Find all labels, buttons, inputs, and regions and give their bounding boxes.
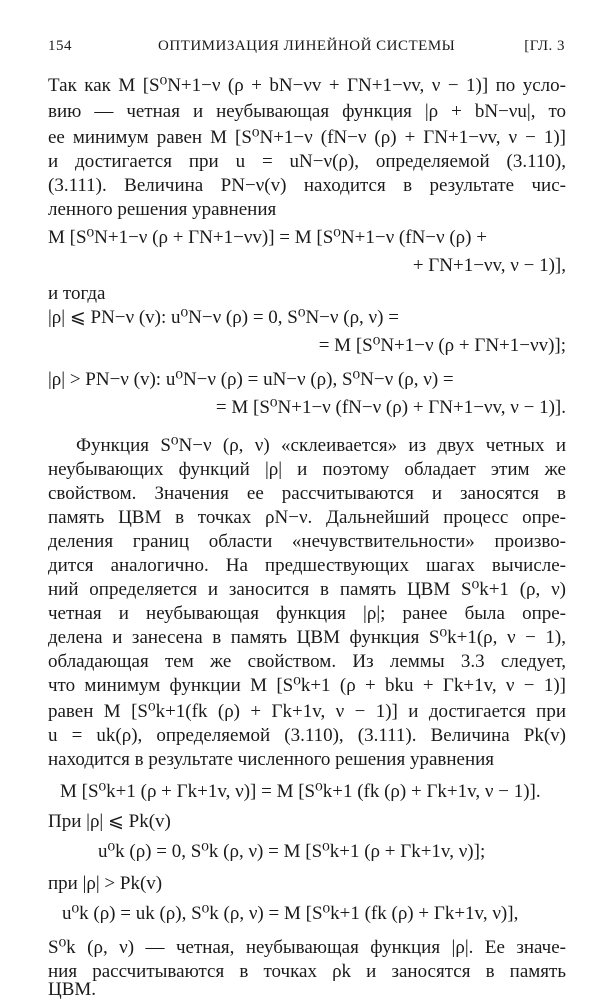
chapter-label: [ГЛ. 3 — [524, 38, 565, 54]
text-line: при |ρ| > Pk(v) — [48, 873, 163, 894]
text-line: ний определяется и заносится в память ЦВМ S⁰k+1 (ρ, ν) — [48, 579, 566, 600]
equation-line: u⁰k (ρ) = 0, S⁰k (ρ, ν) = M [S⁰k+1 (ρ + Γk+1v, ν)]; — [98, 841, 486, 862]
text-line: u = uk(ρ), определяемой (3.110), (3.111). Величина Pk(v) — [48, 725, 566, 746]
text-line: дится аналогично. На предшествующих шагах вычисле- — [48, 555, 566, 576]
equation-line: u⁰k (ρ) = uk (ρ), S⁰k (ρ, ν) = M [S⁰k+1 (fk (ρ) + Γk+1v, ν)], — [62, 903, 519, 924]
text-line: память ЦВМ в точках ρN−ν. Дальнейший процесс опре- — [48, 507, 566, 528]
text-line: и достигается при u = uN−ν(ρ), определяемой (3.110), — [48, 151, 566, 172]
equation-line: M [S⁰k+1 (ρ + Γk+1v, ν)] = M [S⁰k+1 (fk (ρ) + Γk+1v, ν − 1)]. — [60, 781, 541, 802]
equation-line: = M [S⁰N+1−ν (fN−ν (ρ) + ΓN+1−νv, ν − 1)]. — [215, 397, 566, 418]
text-line: (3.111). Величина PN−ν(v) находится в результате чис- — [48, 175, 566, 196]
text-line: ЦВМ. — [48, 979, 97, 1000]
text-line: Так как M [S⁰N+1−ν (ρ + bN−νv + ΓN+1−νv, ν − 1)] по усло- — [48, 75, 566, 96]
text-line: вию — четная и неубывающая функция |ρ + bN−νu|, то — [48, 101, 566, 122]
page-number: 154 — [48, 38, 72, 54]
running-header — [48, 38, 565, 62]
text-line: ленного решения уравнения — [48, 199, 277, 220]
equation-line: + ΓN+1−νv, ν − 1)], — [412, 255, 566, 276]
text-line: что минимум функции M [S⁰k+1 (ρ + bku + Γk+1v, ν − 1)] — [48, 675, 566, 696]
text-line: деления границ области «нечувствительности» произво- — [48, 531, 566, 552]
text-line: ее минимум равен M [S⁰N+1−ν (fN−ν (ρ) + ΓN+1−νv, ν − 1)] — [48, 127, 566, 148]
text-line: делена и занесена в память ЦВМ функция S⁰k+1(ρ, ν − 1), — [48, 627, 566, 648]
text-line: и тогда — [48, 283, 106, 304]
text-line: обладающая тем же свойством. Из леммы 3.3 следует, — [48, 651, 566, 672]
text-line: S⁰k (ρ, ν) — четная, неубывающая функция |ρ|. Ее значе- — [48, 937, 566, 958]
equation-line: |ρ| ⩽ PN−ν (v): u⁰N−ν (ρ) = 0, S⁰N−ν (ρ, ν) = — [48, 307, 399, 328]
text-line: равен M [S⁰k+1(fk (ρ) + Γk+1v, ν − 1)] и достигается при — [48, 701, 566, 722]
text-line: ния рассчитываются в точках ρk и заносятся в память — [48, 961, 566, 982]
text-line: При |ρ| ⩽ Pk(v) — [48, 811, 171, 832]
text-line: свойством. Значения ее рассчитываются и заносятся в — [48, 483, 566, 504]
text-line: неубывающих функций |ρ| и поэтому обладает этим же — [48, 459, 566, 480]
equation-line: M [S⁰N+1−ν (ρ + ΓN+1−νv)] = M [S⁰N+1−ν (fN−ν (ρ) + — [48, 227, 487, 248]
text-line: четная и неубывающая функция |ρ|; ранее была опре- — [48, 603, 566, 624]
running-title: ОПТИМИЗАЦИЯ ЛИНЕЙНОЙ СИСТЕМЫ — [158, 38, 456, 54]
equation-line: |ρ| > PN−ν (v): u⁰N−ν (ρ) = uN−ν (ρ), S⁰N−ν (ρ, ν) = — [48, 369, 454, 390]
equation-line: = M [S⁰N+1−ν (ρ + ΓN+1−νv)]; — [318, 335, 566, 356]
text-line: Функция S⁰N−ν (ρ, ν) «склеивается» из двух четных и — [76, 435, 566, 456]
text-line: находится в результате численного решения уравнения — [48, 749, 495, 770]
